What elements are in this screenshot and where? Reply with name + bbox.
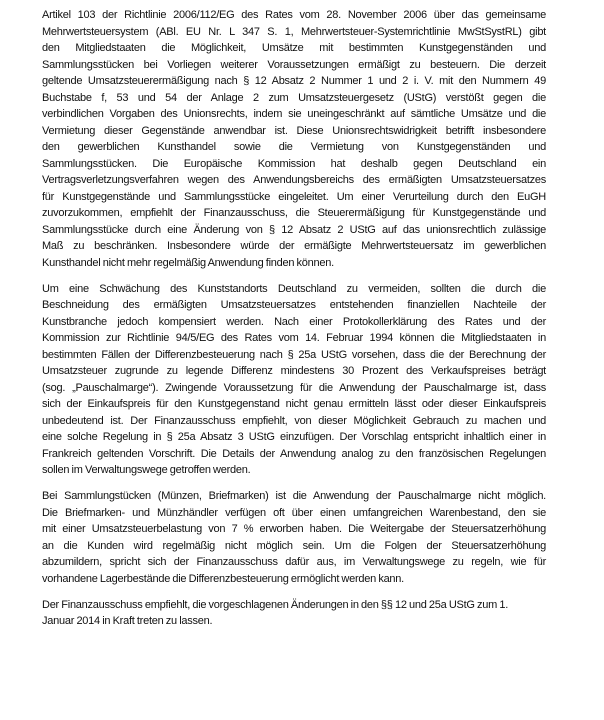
text-line: Kunstbranche jedoch kompensiert werden. Nach einer Protokollerklärung des Rates und der [42, 315, 546, 328]
text-line: Sammlungsstücken bei Vorliegen weiterer Voraussetzungen ermäßigt zu besteuern. Die derzeit [42, 58, 546, 71]
text-line: bestimmten Fällen der Differenzbesteuerung nach § 25a UStG vorsehen, dass die der Berechnung der [42, 348, 546, 361]
text-line: Januar 2014 in Kraft treten zu lassen. [42, 615, 213, 627]
text-line: Sammlungsstücke durch eine Änderung von § 12 Absatz 2 UStG auf das unionsrechtlich zulässige [42, 223, 546, 236]
text-line: den gewerblichen Kunsthandel sowie die Vermietung von Kunstgegenständen und [42, 141, 546, 153]
text-line: für Kunstgegenstände und Sammlungsstücke eingeleitet. Um einer Verurteilung durch den EuGH [42, 190, 546, 203]
text-line: Kunsthandel nicht mehr regelmäßig Anwendung finden können. [42, 256, 334, 269]
text-line: Um eine Schwächung des Kunststandorts Deutschland zu vermeiden, sollten die durch die [42, 282, 546, 295]
document-page [42, 7, 546, 639]
text-line: den Mitgliedstaaten die Möglichkeit, Umsätze mit bestimmten Kunstgegenständen und [42, 42, 546, 54]
text-line: (sog. „Pauschalmarge“). Zwingende Voraussetzung für die Anwendung der Pauschalmarge ist, dass [42, 381, 546, 394]
text-line: sich der Einkaufspreis für den Kunstgegenstand nicht genau ermitteln lässt oder dieser Einkaufspreis [42, 398, 546, 410]
text-line: Buchstabe f, 53 und 54 der Anlage 2 zum Umsatzsteuergesetz (UStG) verstößt gegen die [42, 91, 546, 104]
text-line: vorhandene Lagerbestände die Differenzbesteuerung ermöglicht werden kann. [42, 572, 404, 585]
text-line: Kommission zur Richtlinie 94/5/EG des Rates vom 14. Februar 1994 können die Mitgliedstaaten in [42, 332, 546, 344]
paragraph-kunststandort [42, 281, 546, 479]
text-line: Vertragsverletzungsverfahren wegen des Anwendungsbereichs des ermäßigten Umsatzsteuersatzes [42, 174, 546, 186]
text-line: unbedeutend ist. Der Finanzausschuss empfiehlt, von dieser Möglichkeit Gebrauch zu machen und [42, 414, 546, 427]
text-line: eine solche Regelung in § 25a Absatz 3 UStG einzufügen. Der Vorschlag entspricht inhaltlich einer in [42, 431, 546, 443]
text-line: Umsatzsteuer zugrunde zu legende Differenz mindestens 30 Prozent des Verkaufspreises beträgt [42, 365, 546, 377]
text-line: Beschneidung des ermäßigten Umsatzsteuersatzes entstehenden finanziellen Nachteile der [42, 299, 546, 311]
text-line: geltende Umsatzsteuerermäßigung nach § 12 Absatz 2 Nummer 1 und 2 i. V. mit den Nummern 49 [42, 75, 546, 87]
text-line: Vermietung dieser Gegenstände anwendbar ist. Diese Unionsrechtswidrigkeit betrifft insbesondere [42, 124, 546, 137]
text-line: sollen im Verwaltungswege getroffen werden. [42, 464, 251, 476]
text-line: an die Kunden wird regelmäßig nicht möglich sein. Um die Folgen der Steuersatzerhöhung [42, 539, 546, 552]
text-line: zuvorzukommen, empfiehlt der Finanzausschuss, die Steuerermäßigung für Kunstgegenstände und [42, 207, 546, 219]
text-line: verbindlichen Vorgaben des Unionsrechts, indem sie uneingeschränkt auf sämtliche Umsätze und die [42, 108, 546, 120]
text-line: Mehrwertsteuersystem (ABl. EU Nr. L 347 S. 1, Mehrwertsteuer-Systemrichtlinie MwStSystRL) gibt [42, 25, 546, 38]
paragraph-inkrafttreten [42, 597, 546, 630]
text-line: Die Briefmarken- und Münzhändler verfügen oft über einen umfangreichen Warenbestand, den sie [42, 506, 546, 519]
text-line: Artikel 103 der Richtlinie 2006/112/EG des Rates vom 28. November 2006 über das gemeinsame [42, 9, 546, 21]
text-line: Der Finanzausschuss empfiehlt, die vorgeschlagenen Änderungen in den §§ 12 und 25a UStG zum 1. [42, 598, 509, 611]
text-line: Frankreich geltenden Vorschrift. Die Details der Anwendung analog zu den französischen Regelungen [42, 447, 546, 460]
paragraph-sammlungstuecke [42, 488, 546, 587]
text-line: abzumildern, spricht sich der Finanzausschuss dafür aus, im Verwaltungswege zu regeln, wie für [42, 556, 546, 568]
text-line: Sammlungsstücken. Die Europäische Kommission hat deshalb gegen Deutschland ein [42, 157, 546, 170]
text-line: Bei Sammlungstücken (Münzen, Briefmarken) ist die Anwendung der Pauschalmarge nicht möglich. [42, 490, 546, 502]
text-line: Maß zu beschränken. Insbesondere würde der ermäßigte Mehrwertsteuersatz im gewerblichen [42, 240, 546, 252]
text-line: mit einer Umsatzsteuerbelastung von 7 % erworben haben. Die Weitergabe der Steuersatzerhöhung [42, 523, 546, 535]
paragraph-article-103 [42, 7, 546, 271]
